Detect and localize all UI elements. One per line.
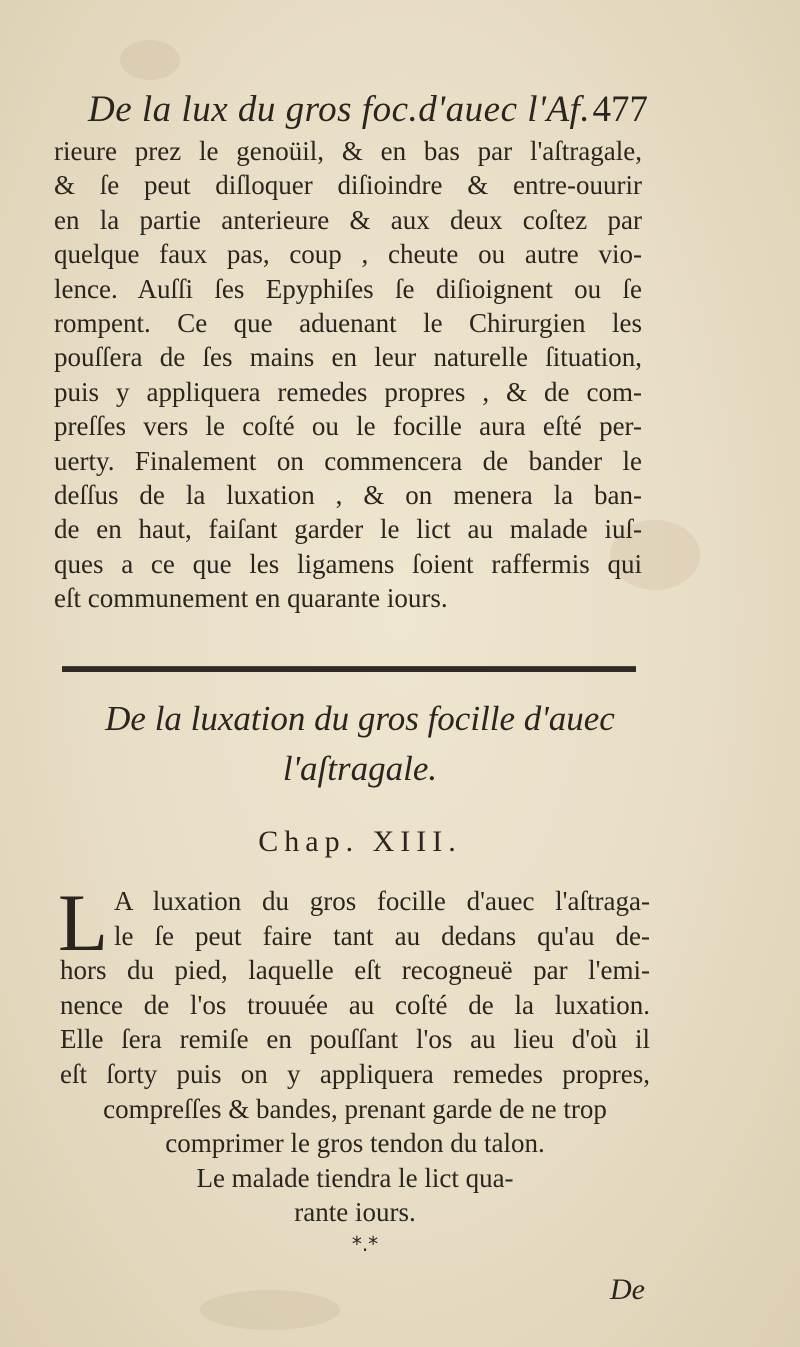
paper-stain (120, 40, 180, 80)
section-text (58, 877, 650, 1230)
text-line: preſſes vers le coſté ou le focille aura eſté per- (54, 411, 642, 442)
text-line: uerty. Finalement on commencera de bander le (54, 445, 642, 476)
text-line: A luxation du gros focille d'auec l'aſtraga- (114, 886, 650, 916)
text-line: rieure prez le genoüil, & en bas par l'aſtragale, (54, 136, 642, 166)
drop-cap: L (58, 877, 109, 968)
text-line: en la partie anterieure & aux deux coſtez par (54, 204, 642, 235)
text-line: de en haut, faiſant garder le lict au malade iuſ- (54, 514, 642, 545)
text-line: nence de l'os trouuée au coſté de la luxation. (60, 989, 650, 1020)
paper-stain (200, 1290, 340, 1330)
catchword: De (610, 1273, 645, 1306)
text-line: lence. Auſſi ſes Epyphiſes ſe diſioignent ou ſe (54, 273, 642, 304)
text-line: eſt ſorty puis on y appliquera remedes propres, (60, 1058, 650, 1089)
chapter-title-line: De la luxation du gros focille d'auec (105, 699, 615, 738)
text-line: Elle ſera remiſe en pouſſant l'os au lieu d'où il (60, 1024, 650, 1055)
text-line: eſt communement en quarante iours. (54, 583, 448, 614)
chapter-label: Chap. XIII. (258, 825, 462, 858)
body-text (54, 134, 642, 615)
asterism-ornament: *.* (351, 1232, 379, 1256)
chapter-title-line: l'aſtragale. (282, 749, 438, 788)
section-rule (62, 666, 636, 672)
text-line: pouſſera de ſes mains en leur naturelle ſituation, (54, 342, 642, 373)
text-line: le ſe peut faire tant au dedans qu'au de- (114, 920, 650, 951)
page-number: 477 (592, 89, 648, 130)
text-line: puis y appliquera remedes propres , & de com- (54, 376, 642, 407)
text-line: deſſus de la luxation , & on menera la ban- (54, 479, 642, 510)
chapter-title (60, 694, 660, 794)
running-title: De la lux du gros foc.d'auec l'Af. (88, 89, 591, 130)
text-line: Le malade tiendra le lict qua- (196, 1162, 514, 1193)
text-line: compreſſes & bandes, prenant garde de ne trop (103, 1093, 607, 1124)
text-line: ques a ce que les ligamens ſoient raffermis qui (54, 548, 642, 579)
text-line: rompent. Ce que aduenant le Chirurgien les (54, 307, 642, 338)
text-line: quelque faux pas, coup , cheute ou autre vio- (54, 239, 642, 270)
text-line: & ſe peut diſloquer diſioindre & entre-ouurir (54, 170, 642, 201)
text-line: rante iours. (294, 1197, 416, 1228)
text-line: comprimer le gros tendon du talon. (165, 1128, 545, 1159)
text-line: hors du pied, laquelle eſt recogneuë par l'emi- (60, 955, 650, 986)
running-head (88, 86, 648, 136)
